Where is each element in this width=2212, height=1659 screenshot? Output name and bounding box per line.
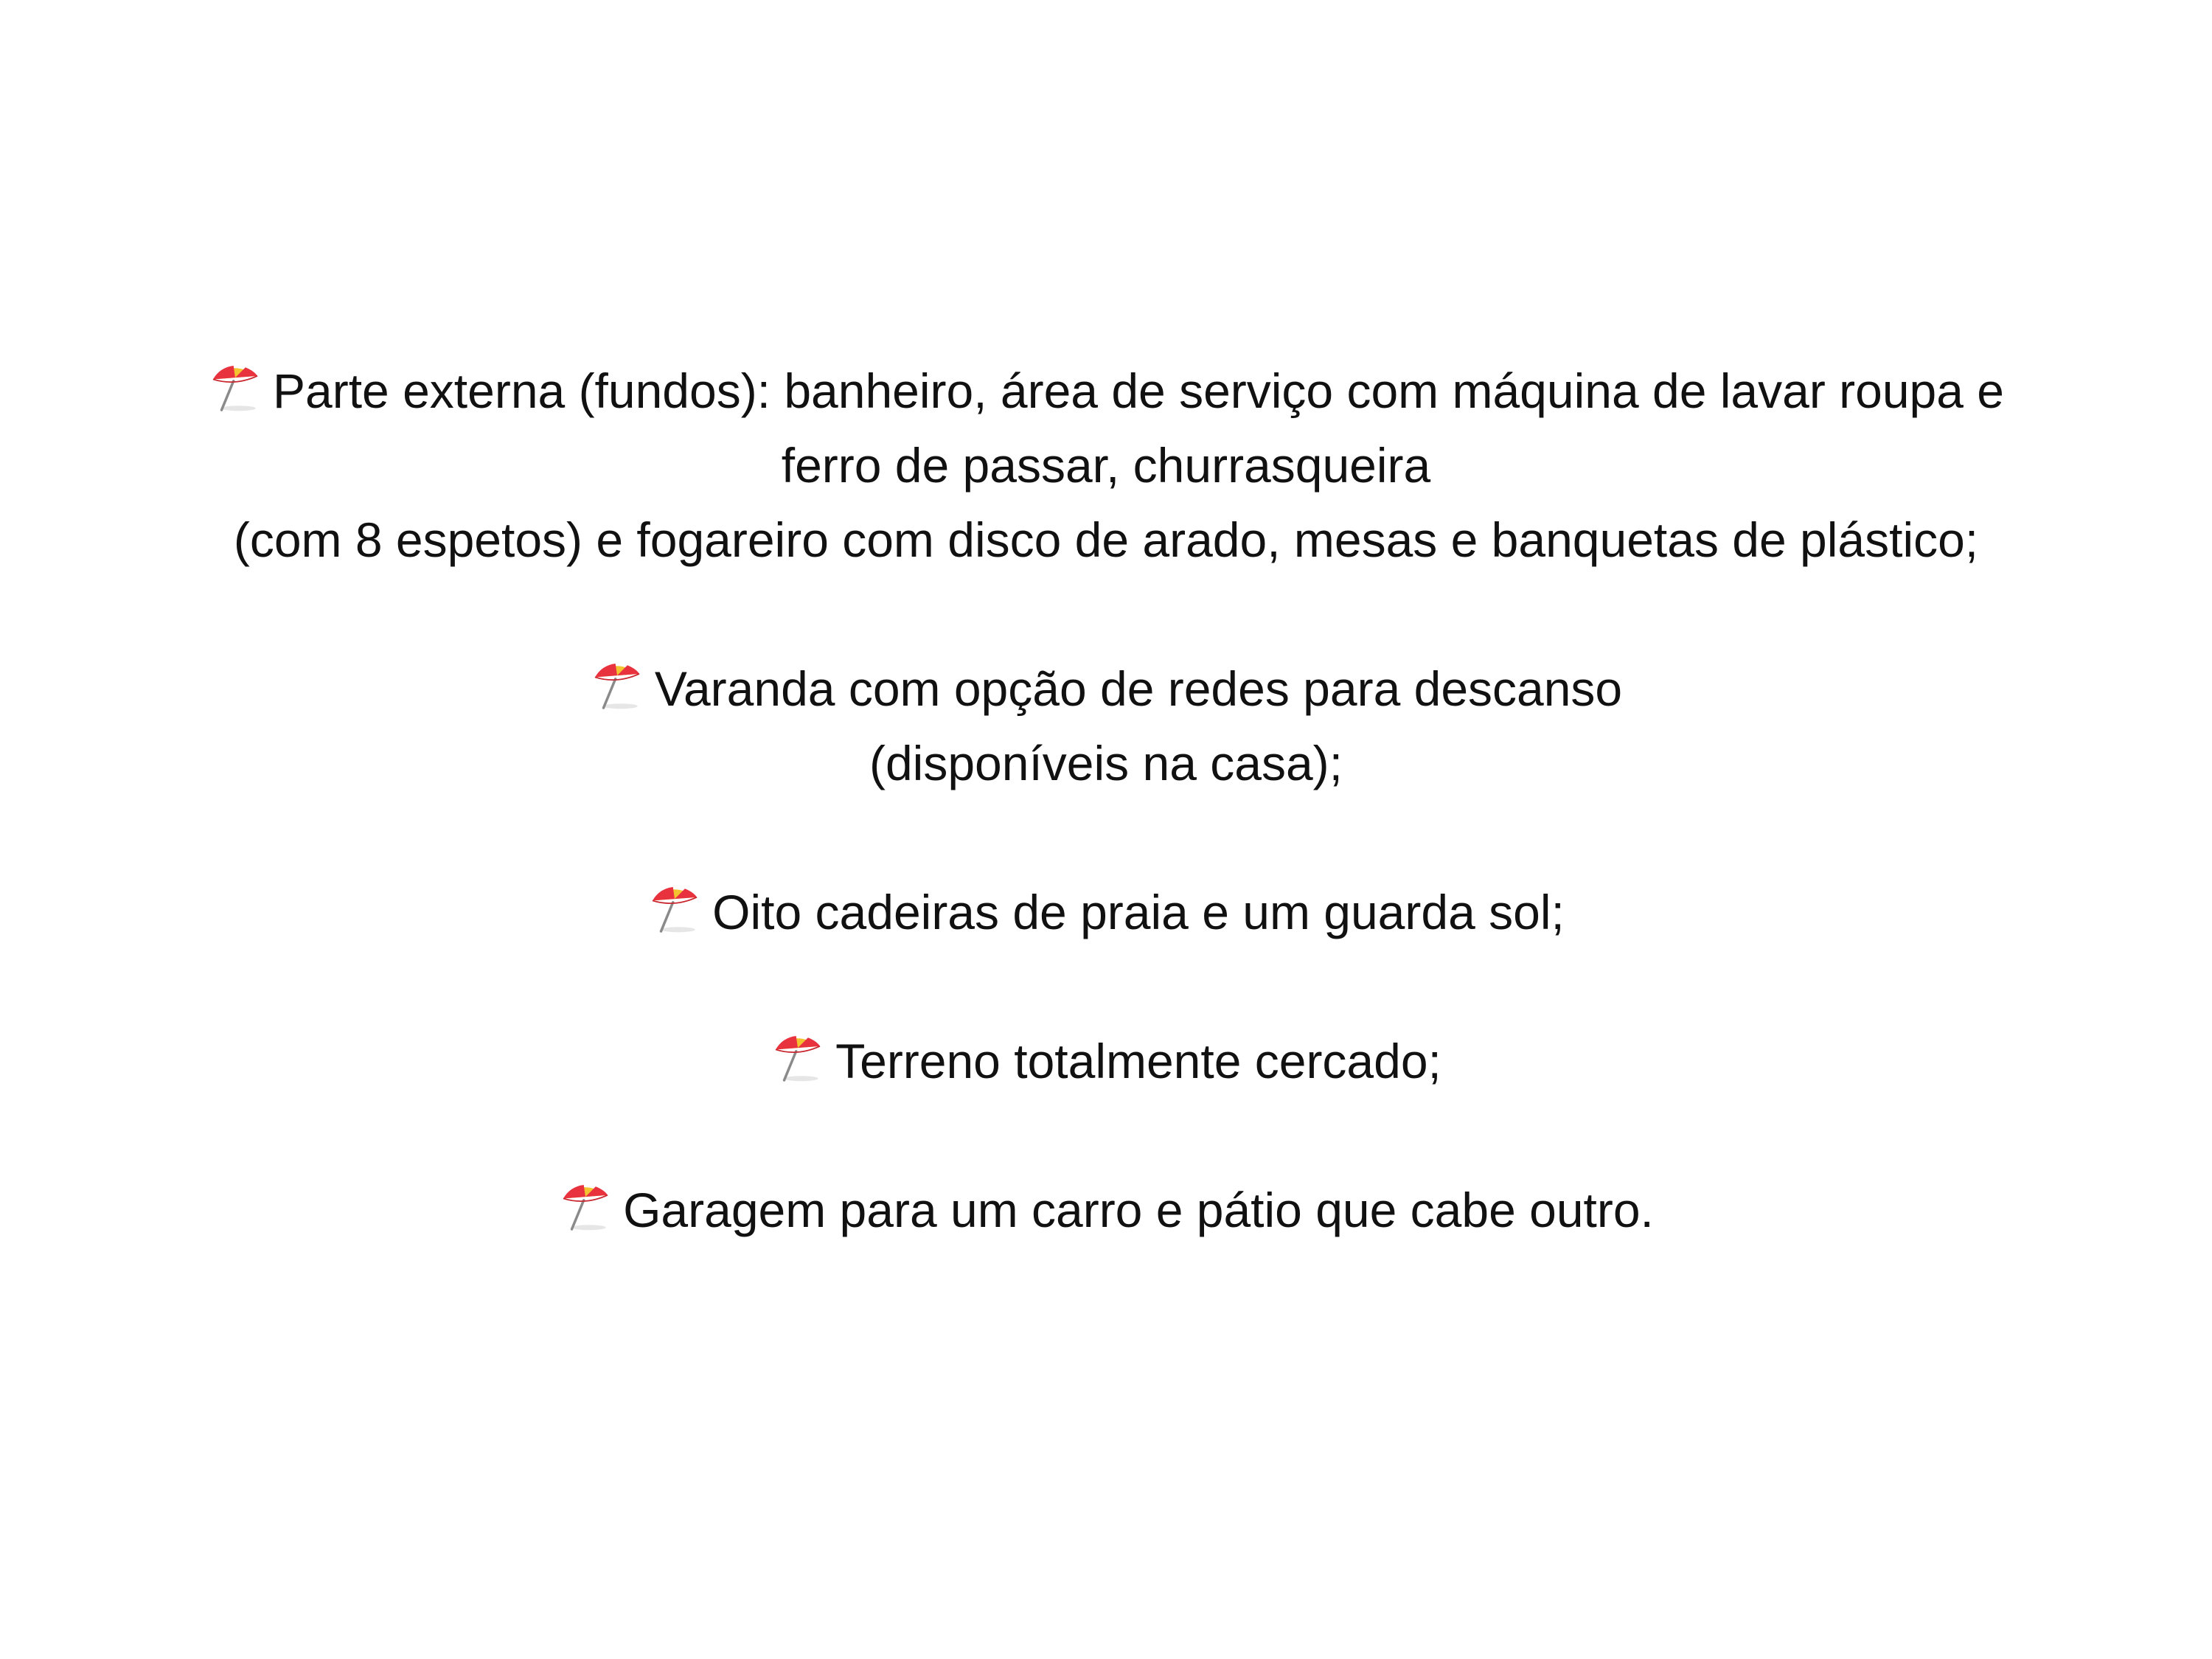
list-item	[0, 1024, 2212, 1099]
amenities-list	[0, 354, 2212, 1322]
beach-umbrella-icon	[208, 361, 262, 415]
item-line: (disponíveis na casa);	[869, 736, 1343, 790]
list-item	[0, 354, 2212, 577]
item-line: Parte externa (fundos): banheiro, área de serviço com máquina de lavar roupa e	[0, 354, 2212, 428]
item-line: ferro de passar, churrasqueira	[781, 438, 1431, 493]
item-line: (com 8 espetos) e fogareiro com disco de arado, mesas e banquetas de plástico;	[233, 512, 1979, 567]
beach-umbrella-icon	[771, 1031, 825, 1085]
list-item	[0, 1173, 2212, 1248]
beach-umbrella-icon	[647, 882, 702, 936]
item-line: Oito cadeiras de praia e um guarda sol;	[0, 875, 2212, 950]
beach-umbrella-icon	[558, 1180, 613, 1234]
list-item	[0, 652, 2212, 801]
beach-umbrella-icon	[590, 658, 644, 713]
item-line: Terreno totalmente cercado;	[0, 1024, 2212, 1099]
list-item	[0, 875, 2212, 950]
item-line: Garagem para um carro e pátio que cabe outro.	[0, 1173, 2212, 1248]
item-line: Varanda com opção de redes para descanso	[0, 652, 2212, 726]
